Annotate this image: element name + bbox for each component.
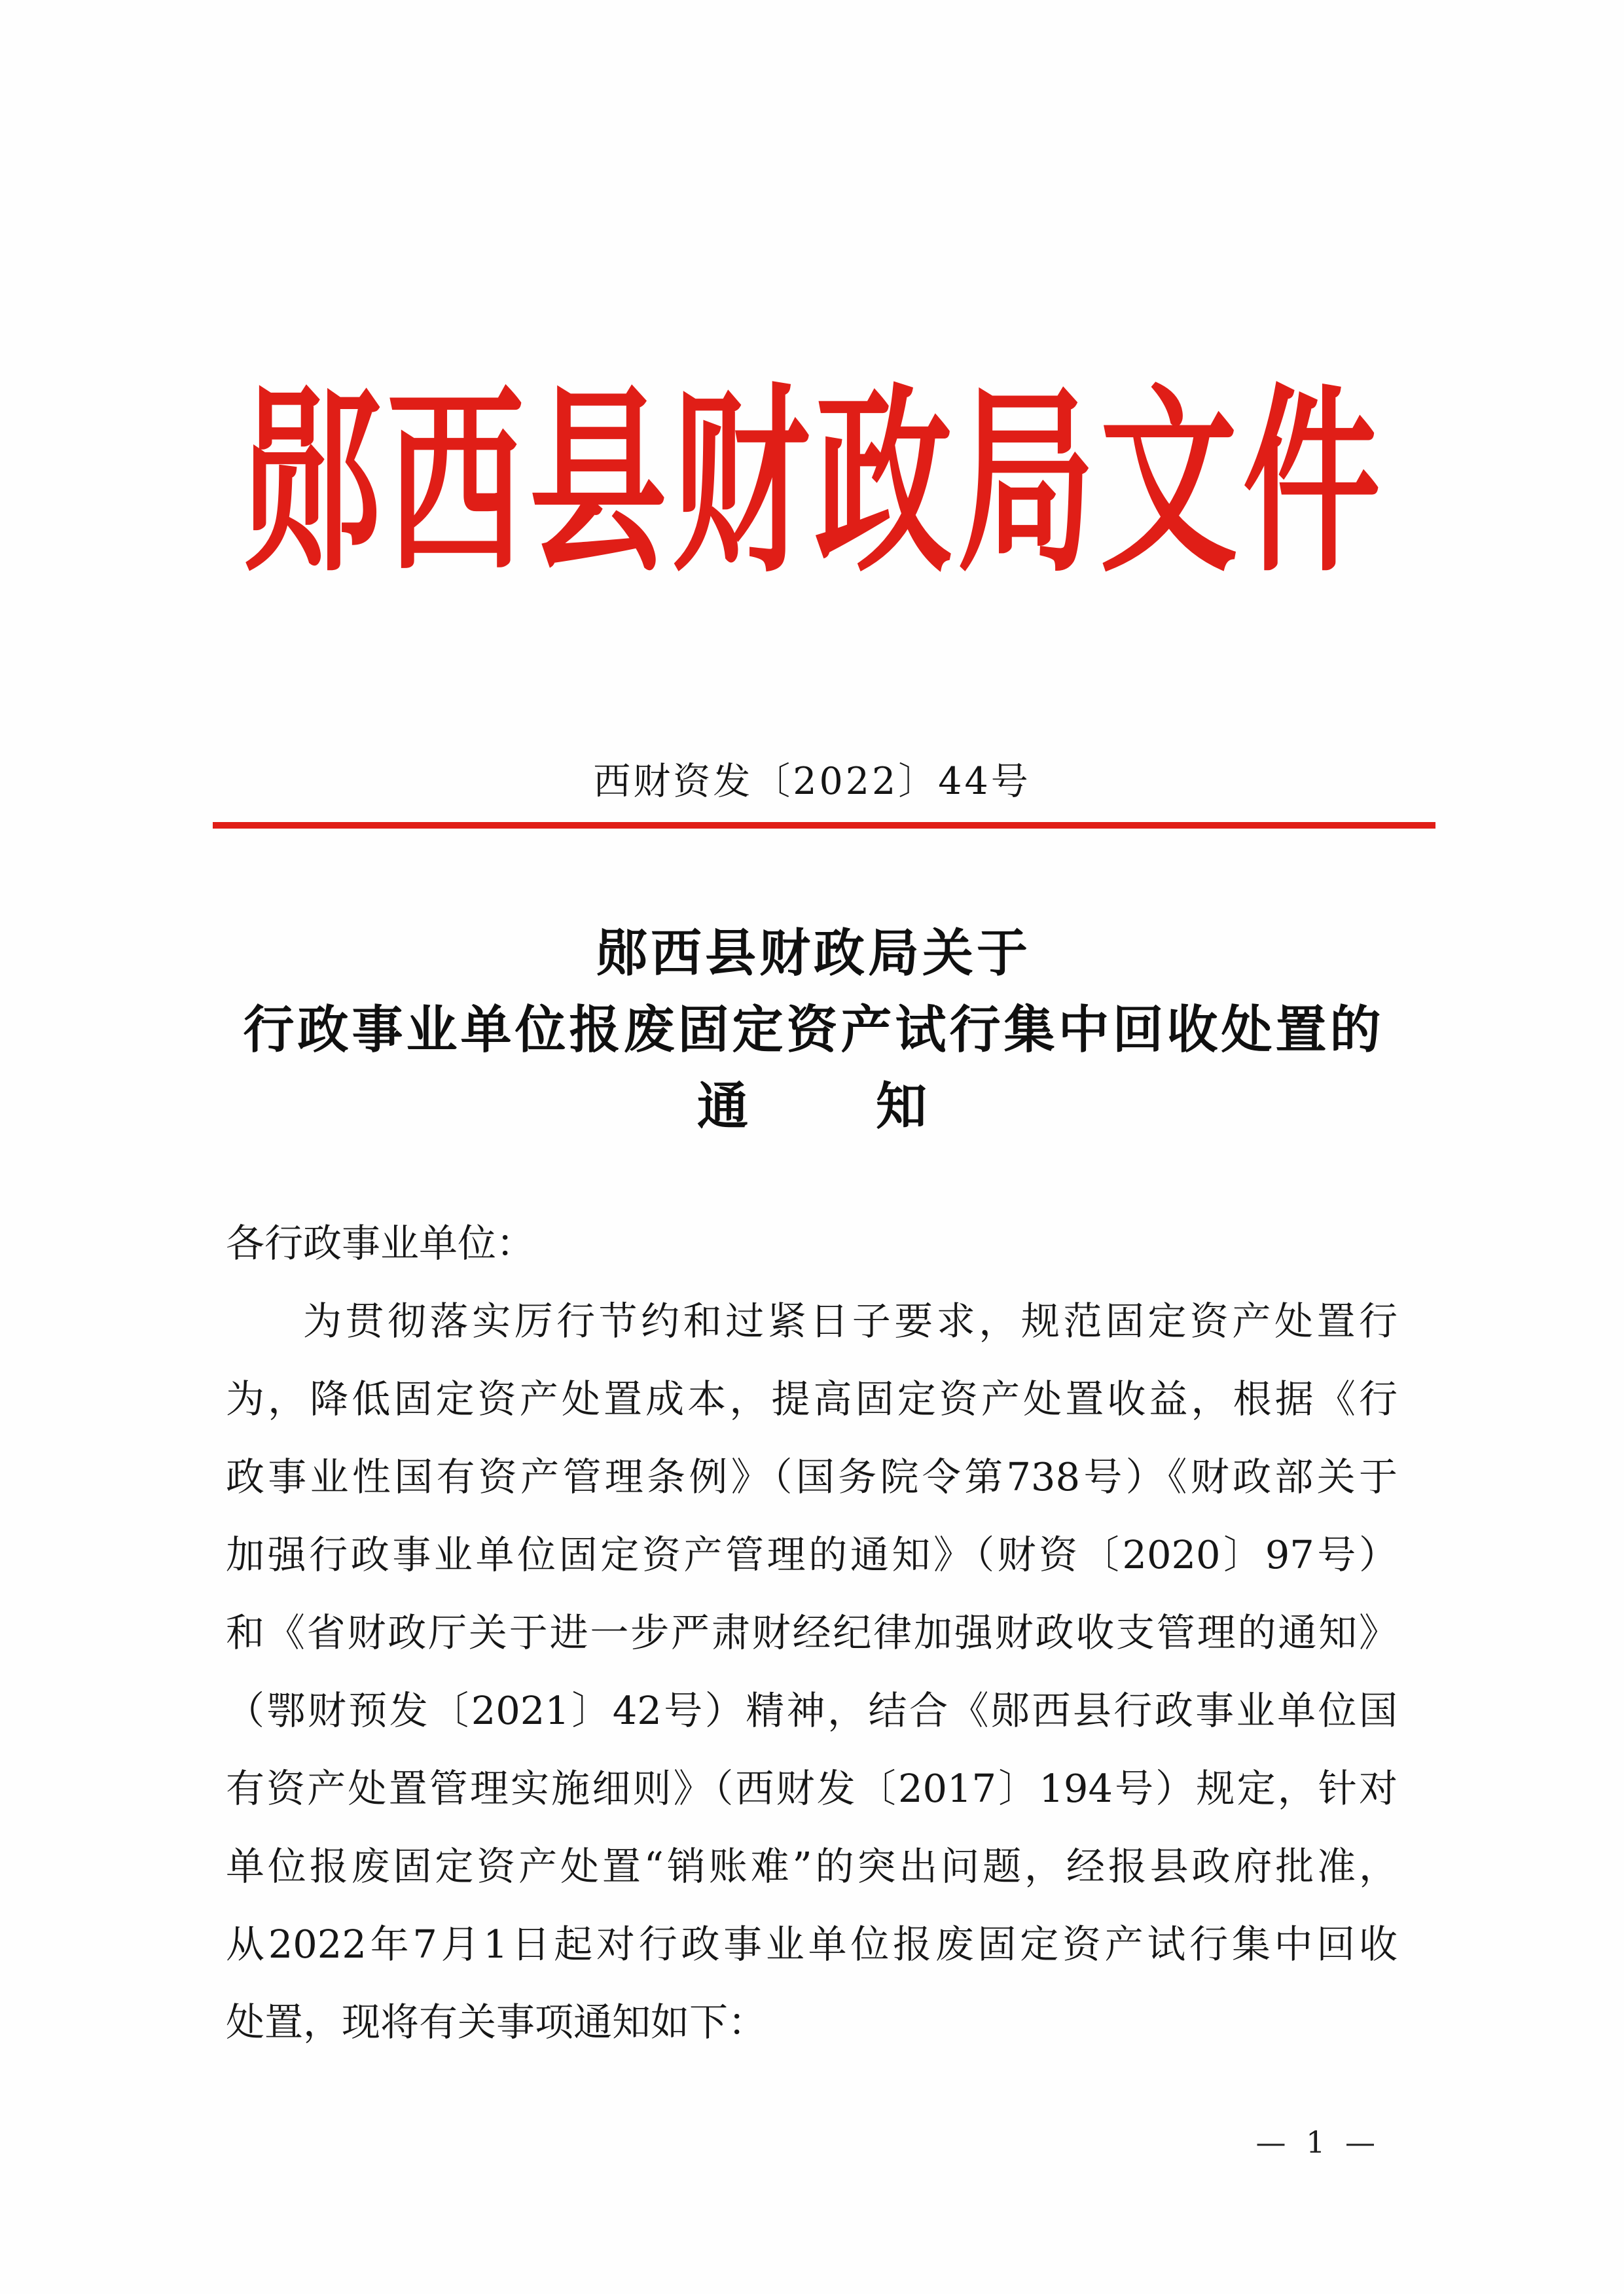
body-line: 单位报废固定资产处置“销账难”的突出问题，经报县政府批准， <box>226 1844 1398 1889</box>
body-line: 处置，现将有关事项通知如下： <box>226 1999 767 2045</box>
document-title <box>0 915 1624 1145</box>
title-line-2: 行政事业单位报废固定资产试行集中回收处置的 <box>243 1000 1384 1060</box>
page-number: — 1 — <box>1255 2124 1380 2160</box>
body-line: 为，降低固定资产处置成本，提高固定资产处置收益，根据《行 <box>226 1376 1398 1422</box>
salutation: 各行政事业单位： <box>226 1221 535 1266</box>
body-line: （鄂财预发〔2021〕42号）精神，结合《郧西县行政事业单位国 <box>226 1688 1398 1733</box>
document-number: 西财资发〔2022〕44号 <box>593 760 1031 803</box>
document-body <box>226 1204 1398 2061</box>
body-line: 政事业性国有资产管理条例》（国务院令第738号）《财政部关于 <box>226 1454 1398 1499</box>
agency-header-title: 郧西县财政局文件 <box>244 365 1386 600</box>
red-divider-line <box>213 822 1435 829</box>
title-line-1: 郧西县财政局关于 <box>596 923 1031 983</box>
body-line: 有资产处置管理实施细则》（西财发〔2017〕194号）规定，针对 <box>226 1766 1398 1811</box>
body-line: 为贯彻落实厉行节约和过紧日子要求，规范固定资产处置行 <box>303 1299 1398 1344</box>
title-line-3: 通知 <box>696 1077 1055 1136</box>
body-line: 从2022年7月1日起对行政事业单位报废固定资产试行集中回收 <box>226 1922 1398 1967</box>
body-line: 和《省财政厅关于进一步严肃财经纪律加强财政收支管理的通知》 <box>226 1610 1398 1655</box>
body-line: 加强行政事业单位固定资产管理的通知》（财资〔2020〕97号） <box>226 1532 1398 1577</box>
